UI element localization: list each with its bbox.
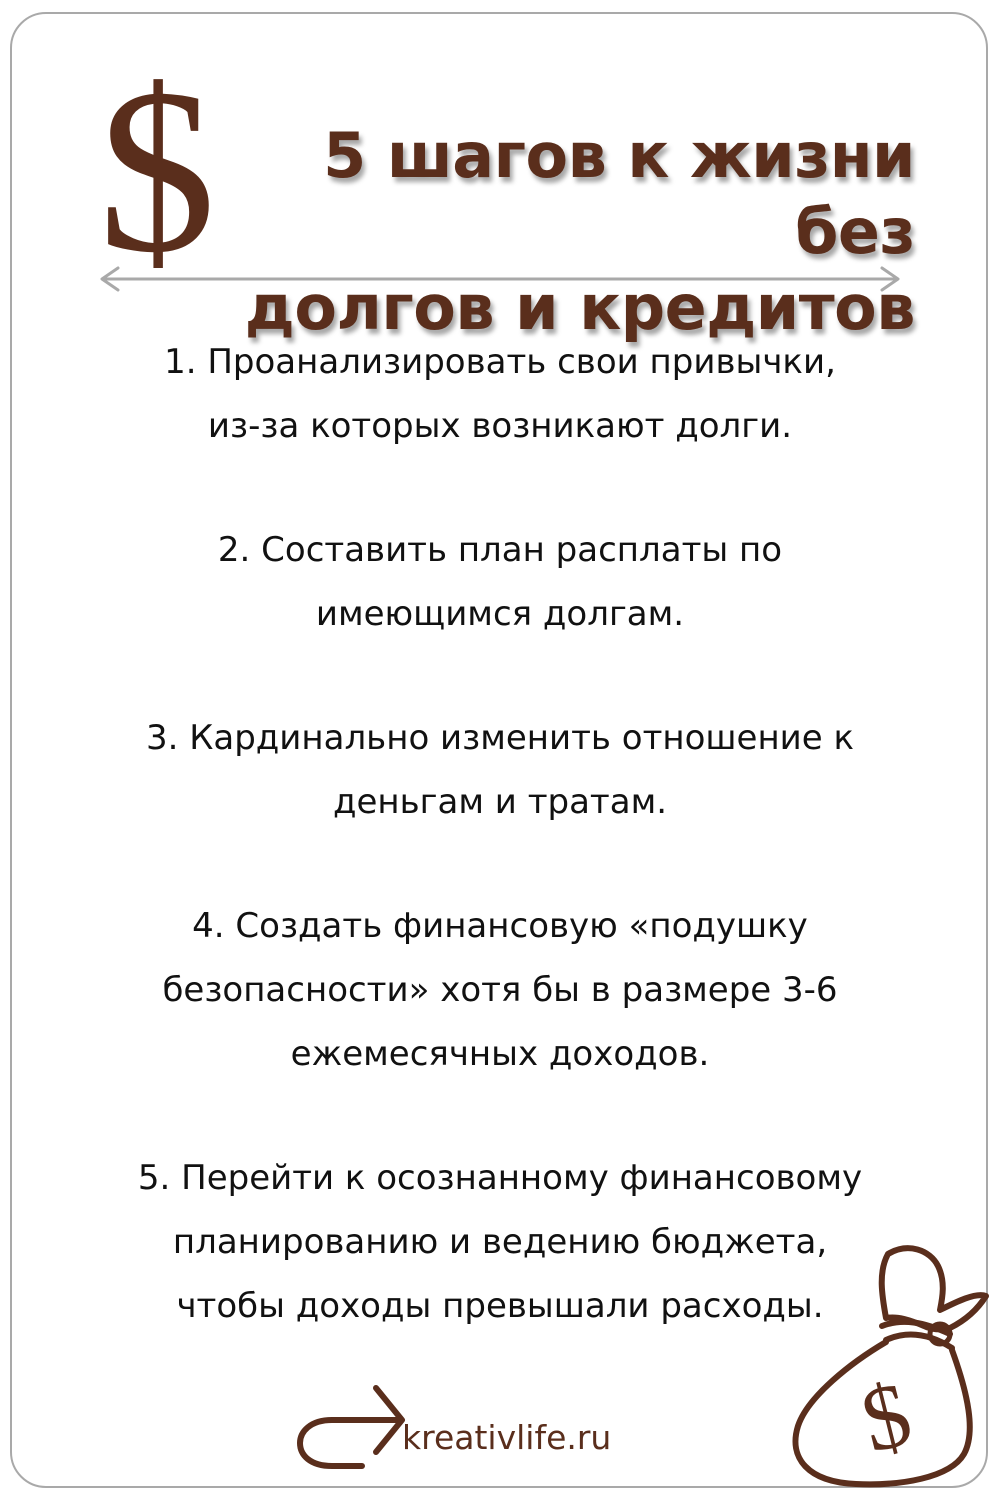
title-line-2: долгов и кредитов — [244, 271, 915, 344]
list-item — [60, 894, 940, 1086]
page-title — [215, 118, 915, 346]
step-line: деньгам и тратам. — [332, 782, 668, 822]
step-line: планированию и ведению бюджета, — [172, 1222, 828, 1262]
arrow-return-icon — [292, 1380, 410, 1470]
double-arrow-icon — [98, 264, 902, 294]
site-link[interactable]: kreativlife.ru — [402, 1418, 612, 1457]
step-line: 5. Перейти к осознанному финансовому — [137, 1158, 863, 1198]
step-line: 3. Кардинально изменить отношение к — [145, 718, 855, 758]
list-item — [60, 518, 940, 646]
bag-dollar-symbol: $ — [851, 1361, 921, 1473]
step-line: 4. Создать финансовую «подушку — [192, 906, 808, 946]
step-line: ежемесячных доходов. — [290, 1034, 710, 1074]
title-line-1: 5 шагов к жизни без — [323, 119, 915, 268]
step-line: 2. Составить план расплаты по — [217, 530, 783, 570]
list-item — [60, 330, 940, 458]
step-line: из-за которых возникают долги. — [207, 406, 793, 446]
list-item — [60, 706, 940, 834]
step-line: безопасности» хотя бы в размере 3-6 — [162, 970, 838, 1010]
step-line: имеющимся долгам. — [315, 594, 685, 634]
dollar-sign-icon: $ — [98, 41, 216, 302]
step-line: 1. Проанализировать свои привычки, — [164, 342, 836, 382]
money-bag-icon — [790, 1236, 990, 1488]
step-line: чтобы доходы превышали расходы. — [176, 1286, 824, 1326]
